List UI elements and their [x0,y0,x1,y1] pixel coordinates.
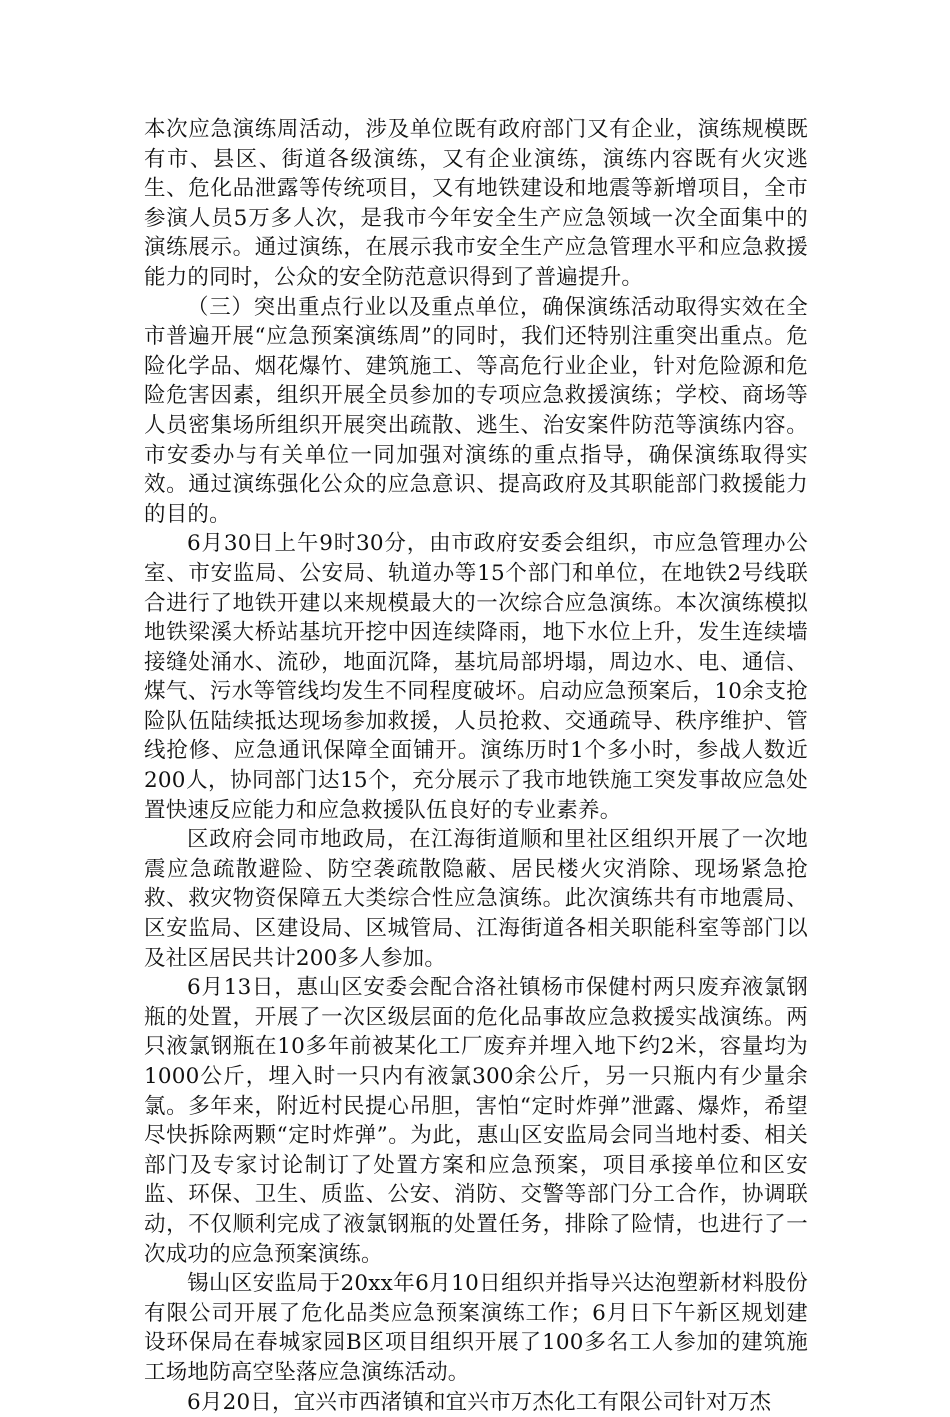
paragraph-xishan: 锡山区安监局于20xx年6月10日组织并指导兴达泡塑新材料股份有限公司开展了危化品类应急预案演练工作；6月日下午新区规划建设环保局在春城家园B区项目组织开展了100多名工人参加的建筑施工场地防高空坠落应急演练活动。 [144,1271,808,1385]
paragraph-section-3: （三）突出重点行业以及重点单位，确保演练活动取得实效在全市普遍开展“应急预案演练周”的同时，我们还特别注重突出重点。危险化学品、烟花爆竹、建筑施工、等高危行业企业，针对危险源和危险危害因素，组织开展全员参加的专项应急救援演练；学校、商场等人员密集场所组织开展突出疏散、逃生、治安案件防范等演练内容。市安委办与有关单位一同加强对演练的重点指导，确保演练取得实效。通过演练强化公众的应急意识、提高政府及其职能部门救援能力的目的。 [144,294,808,527]
paragraph-district-gov: 区政府会同市地政局，在江海街道顺和里社区组织开展了一次地震应急疏散避险、防空袭疏散隐蔽、居民楼火灾消除、现场紧急抢救、救灾物资保障五大类综合性应急演练。此次演练共有市地震局、区安监局、区建设局、区城管局、江海街道各相关职能科室等部门以及社区居民共计200多人参加。 [144,827,808,971]
paragraph-june-30: 6月30日上午9时30分，由市政府安委会组织，市应急管理办公室、市安监局、公安局、轨道办等15个部门和单位，在地铁2号线联合进行了地铁开建以来规模最大的一次综合应急演练。本次演练模拟地铁梁溪大桥站基坑开挖中因连续降雨，地下水位上升，发生连续墙接缝处涌水、流砂，地面沉降，基坑局部坍塌，周边水、电、通信、煤气、污水等管线均发生不同程度破坏。启动应急预案后，10余支抢险队伍陆续抵达现场参加救援，人员抢救、交通疏导、秩序维护、管线抢修、应急通讯保障全面铺开。演练历时1个多小时，参战人数近200人，协同部门达15个，充分展示了我市地铁施工突发事故应急处置快速反应能力和应急救援队伍良好的专业素养。 [144,531,808,823]
document-page [144,115,808,1417]
paragraph-june-20: 6月20日，宜兴市西渚镇和宜兴市万杰化工有限公司针对万杰 [187,1389,772,1415]
paragraph-june-13: 6月13日，惠山区安委会配合洛社镇杨市保健村两只废弃液氯钢瓶的处置，开展了一次区级层面的危化品事故应急救援实战演练。两只液氯钢瓶在10多年前被某化工厂废弃并埋入地下约2米，容量均为1000公斤，埋入时一只内有液氯300余公斤，另一只瓶内有少量余氯。多年来，附近村民提心吊胆，害怕“定时炸弹”泄露、爆炸，希望尽快拆除两颗“定时炸弹”。为此，惠山区安监局会同当地村委、相关部门及专家讨论制订了处置方案和应急预案，项目承接单位和区安监、环保、卫生、质监、公安、消防、交警等部门分工合作，协调联动，不仅顺利完成了液氯钢瓶的处置任务，排除了险情，也进行了一次成功的应急预案演练。 [144,975,808,1267]
paragraph-intro: 本次应急演练周活动，涉及单位既有政府部门又有企业，演练规模既有市、县区、街道各级演练，又有企业演练，演练内容既有火灾逃生、危化品泄露等传统项目，又有地铁建设和地震等新增项目，全市参演人员5万多人次，是我市今年安全生产应急领域一次全面集中的演练展示。通过演练，在展示我市安全生产应急管理水平和应急救援能力的同时，公众的安全防范意识得到了普遍提升。 [144,117,808,290]
